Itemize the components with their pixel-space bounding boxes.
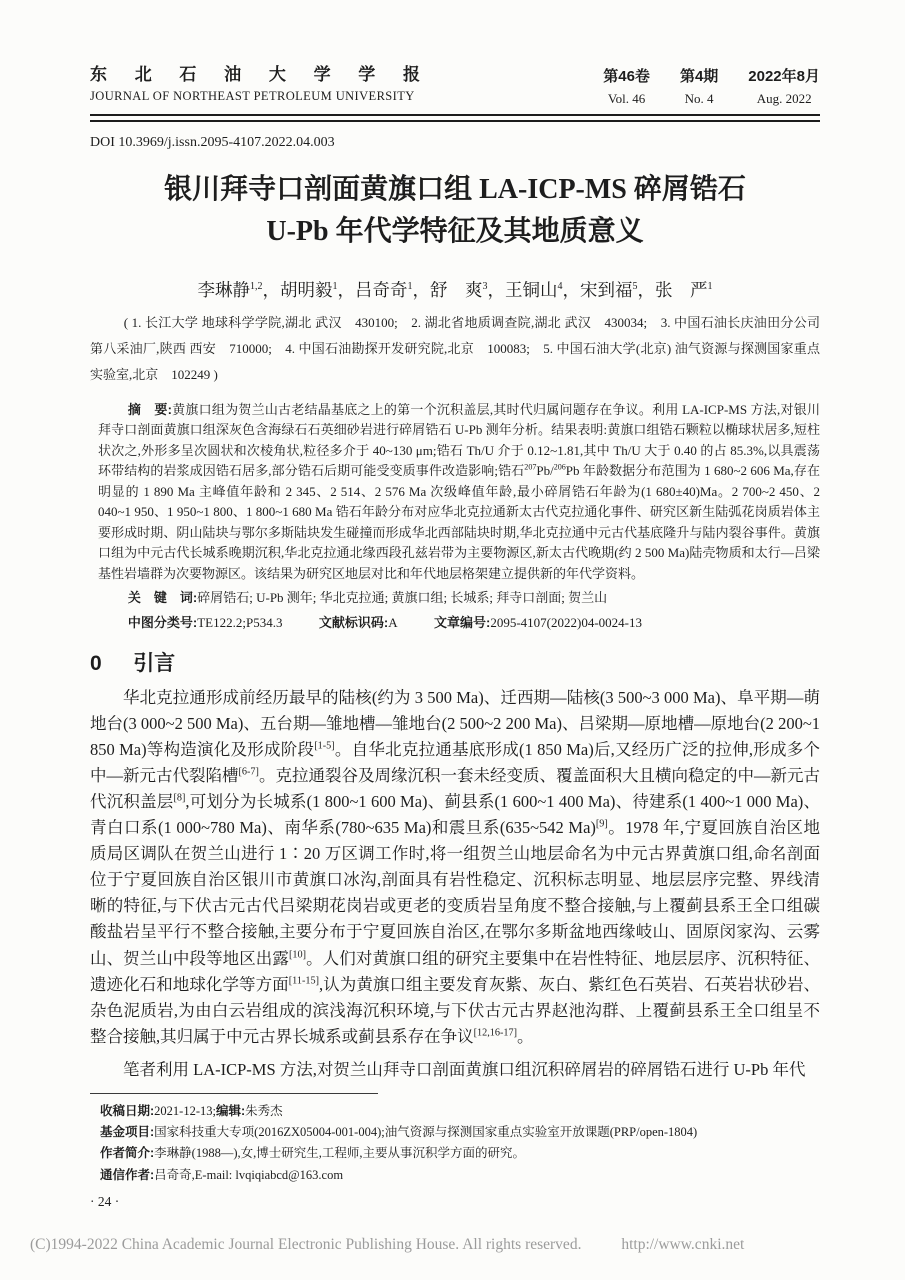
classification-line: 中图分类号:TE122.2;P534.3 文献标识码:A 文章编号:2095-4107(2022)04-0024-13 <box>127 615 642 631</box>
journal-masthead <box>90 64 420 104</box>
doi-line: DOI 10.3969/j.issn.2095-4107.2022.04.003 <box>90 134 335 150</box>
volume-info <box>603 65 650 107</box>
header-divider <box>90 114 820 122</box>
copyright-text: (C)1994-2022 China Academic Journal Electronic Publishing House. All rights reserved. <box>30 1236 582 1253</box>
footnote-corresponding-author: 通信作者:吕奇奇,E-mail: lvqiqiabcd@163.com <box>100 1167 344 1182</box>
journal-title-cn: 东北石油大学学报 <box>90 65 420 84</box>
article-title-line2: U-Pb 年代学特征及其地质意义 <box>266 215 644 247</box>
page-number: · 24 · <box>90 1193 120 1209</box>
journal-header <box>90 64 820 107</box>
keywords-line: 关 键 词:碎屑锆石; U-Pb 测年; 华北克拉通; 黄旗口组; 长城系; 拜寺口剖面; 贺兰山 <box>127 590 608 606</box>
abstract-paragraph: 摘 要:黄旗口组为贺兰山古老结晶基底之上的第一个沉积盖层,其时代归属问题存在争议。利用 LA-ICP-MS 方法,对银川拜寺口剖面黄旗口组深灰色含海绿石石英细砂岩进行碎屑锆石 U-Pb 测年分析。结果表明:黄旗口组锆石颗粒以椭球状居多,短柱状次之,外形多呈次圆状和次棱角状,粒径多介于 40~130 μm;锆石 Th/U 介于 0.12~1.81,其中 Th/U 大于 0.40 的占 85.3%,以具震荡环带结构的岩浆成因锆石居多,部分锆石后期可能受变质事件改造影响;锆石$^{207}$Pb/$^{206}$Pb 年龄数据分布范围为 1 680~2 606 Ma,存在明显的 1 890 Ma 主峰值年龄和 2 345、2 514、2 576 Ma 次级峰值年龄,最小碎屑锆石年龄为(1 680±40)Ma。2 700~2 450、2 040~1 950、1 950~1 800、1 800~1 680 Ma 锆石年龄分布对应华北克拉通新太古代克拉通化事件、研究区新生陆弧花岗质岩体主要形成时期、阴山陆块与鄂尔多斯陆块发生碰撞而形成华北西部陆块时期,华北克拉通中元古代基底隆升与陆内裂谷事件。黄旗口组为中元古代长城系晚期沉积,华北克拉通北缘西段孔兹岩带为主要物源区,新太古代晚期(约 2 500 Ma)陆壳物质和太行—吕梁基性岩墙群为次要物源区。该结果为研究区地层对比和年代地层格架建立提供新的年代学资料。 <box>98 401 820 581</box>
footnotes-block <box>90 1101 820 1186</box>
volume-cn: 第46卷 <box>603 68 650 85</box>
affiliations: ( 1. 长江大学 地球科学学院,湖北 武汉 430100; 2. 湖北省地质调查院,湖北 武汉 430034; 3. 中国石油长庆油田分公司 第八采油厂,陕西 西安 710000; 4. 中国石油勘探开发研究院,北京 100083; 5. 中国石油大学(北京) 油气资源与探测国家重点实验室,北京 102249 ) <box>90 314 820 382</box>
intro-paragraph-1: 华北克拉通形成前经历最早的陆核(约为 3 500 Ma)、迁西期—陆核(3 500~3 000 Ma)、阜平期—萌地台(3 000~2 500 Ma)、五台期—雏地槽—雏地台(2 500~2 200 Ma)、吕梁期—原地槽—原地台(2 200~1 850 Ma)等构造演化及形成阶段[1-5]。自华北克拉通基底形成(1 850 Ma)后,又经历广泛的拉伸,形成多个中—新元古代裂陷槽[6-7]。克拉通裂谷及周缘沉积一套未经变质、覆盖面积大且横向稳定的中—新元古代沉积盖层[8],可划分为长城系(1 800~1 600 Ma)、蓟县系(1 600~1 400 Ma)、待建系(1 400~1 000 Ma)、青白口系(1 000~780 Ma)、南华系(780~635 Ma)和震旦系(635~542 Ma)[9]。1978 年,宁夏回族自治区地质局区调队在贺兰山进行 1∶20 万区调工作时,将一组贺兰山地层命名为中元古界黄旗口组,命名剖面位于宁夏回族自治区银川市黄旗口冰沟,剖面具有岩性稳定、沉积标志明显、地层层序完整、界线清晰的特征,与下伏古元古代吕梁期花岗岩或更老的变质岩呈角度不整合接触,与上覆蓟县系王全口组碳酸盐岩呈平行不整合接触,主要分布于宁夏回族自治区,在鄂尔多斯盆地西缘岐山、固原闵家沟、云雾山、贺兰山中段等地区出露[10]。人们对黄旗口组的研究主要集中在岩性特征、地层层序、沉积特征、遗迹化石和地球化学等方面[11-15],认为黄旗口组主要发育灰紫、灰白、紫红色石英岩、石英岩状砂岩、杂色泥质岩,为由白云岩组成的滨浅海沉积环境,与下伏古元古界赵池沟群、上覆蓟县系王全口组呈不整合接触,其归属于中元古界长城系或蓟县系存在争议[12,16-17]。 <box>90 687 821 1046</box>
section-heading <box>90 650 820 678</box>
article-title <box>90 169 820 253</box>
volume-en: Vol. 46 <box>607 91 646 106</box>
date-cn: 2022年8月 <box>748 68 820 85</box>
intro-paragraph-2: 笔者利用 LA-ICP-MS 方法,对贺兰山拜寺口剖面黄旗口组沉积碎屑岩的碎屑锆石进行 U-Pb 年代 <box>123 1059 806 1079</box>
issue-cn: 第4期 <box>679 68 719 85</box>
cnki-url: http://www.cnki.net <box>621 1236 745 1253</box>
article-title-line1: 银川拜寺口剖面黄旗口组 LA-ICP-MS 碎屑锆石 <box>164 173 746 205</box>
footnote-funding: 基金项目:国家科技重大专项(2016ZX05004-001-004);油气资源与探测国家重点实验室开放课题(PRP/open-1804) <box>100 1125 698 1140</box>
section-number: 0 <box>90 651 102 675</box>
footnote-divider <box>90 1093 378 1094</box>
date-en: Aug. 2022 <box>756 91 812 106</box>
authors-line: 李琳静$^{1,2}$，胡明毅$^1$，吕奇奇$^1$，舒 爽$^3$，王铜山$^4$，宋到福$^5$，张 严$^1$ <box>197 279 713 300</box>
section-title: 引言 <box>133 651 176 675</box>
issue-en: No. 4 <box>684 91 714 106</box>
footnote-author-bio: 作者简介:李琳静(1988—),女,博士研究生,工程师,主要从事沉积学方面的研究。 <box>100 1146 525 1161</box>
issue-info-block <box>603 64 820 107</box>
footnote-received-date: 收稿日期:2021-12-13;编辑:朱秀杰 <box>100 1103 283 1118</box>
copyright-line <box>30 1236 744 1254</box>
date-info <box>748 65 820 107</box>
journal-title-en: JOURNAL OF NORTHEAST PETROLEUM UNIVERSITY <box>90 89 415 103</box>
issue-number-info <box>680 65 718 107</box>
